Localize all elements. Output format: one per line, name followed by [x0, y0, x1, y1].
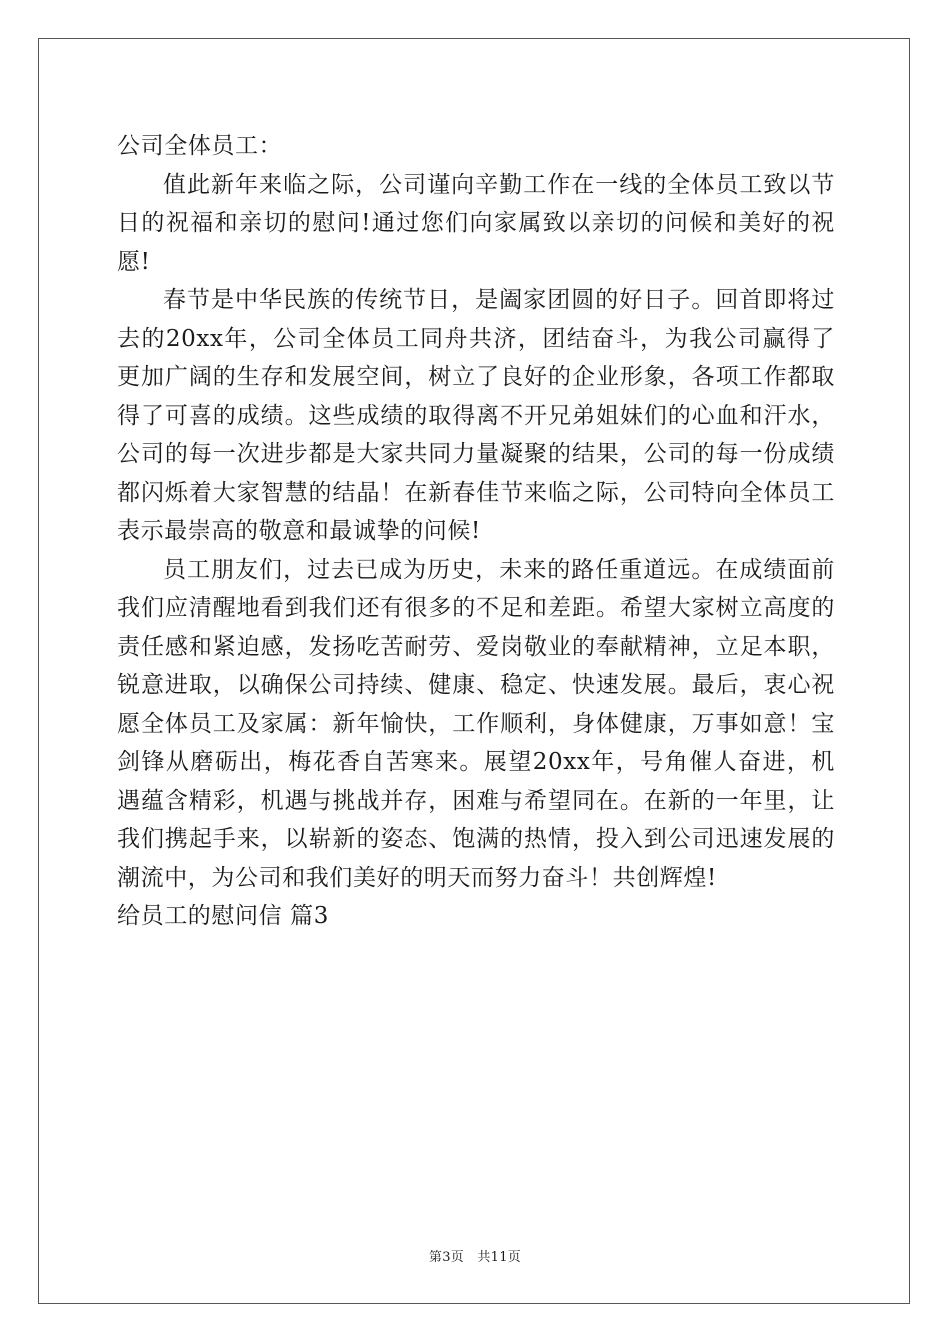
letter-body [117, 127, 835, 936]
page-number: 第3页 共11页 [428, 1250, 522, 1265]
paragraph-review: 春节是中华民族的传统节日，是阖家团圆的好日子。回首即将过去的20xx年，公司全体员工同舟共济，团结奋斗，为我公司赢得了更加广阔的生存和发展空间，树立了良好的企业形象，各项工作都取得了可喜的成绩。这些成绩的取得离不开兄弟姐妹们的心血和汗水，公司的每一次进步都是大家共同力量凝聚的结果，公司的每一份成绩都闪烁着大家智慧的结晶！在新春佳节来临之际，公司特向全体员工表示最崇高的敬意和最诚挚的问候! [117, 287, 835, 544]
paragraph-greeting: 值此新年来临之际，公司谨向辛勤工作在一线的全体员工致以节日的祝福和亲切的慰问!通过您们向家属致以亲切的问候和美好的祝愿! [117, 171, 835, 275]
paragraph-outlook: 员工朋友们，过去已成为历史，未来的路任重道远。在成绩面前我们应清醒地看到我们还有很多的不足和差距。希望大家树立高度的责任感和紧迫感，发扬吃苦耐劳、爱岗敬业的奉献精神，立足本职，锐意进取，以确保公司持续、健康、稳定、快速发展。最后，衷心祝愿全体员工及家属：新年愉快，工作顺利，身体健康，万事如意！宝剑锋从磨砺出，梅花香自苦寒来。展望20xx年，号角催人奋进，机遇蕴含精彩，机遇与挑战并存，困难与希望同在。在新的一年里，让我们携起手来，以崭新的姿态、饱满的热情，投入到公司迅速发展的潮流中，为公司和我们美好的明天而努力奋斗！共创辉煌! [117, 556, 835, 891]
section-heading: 给员工的慰问信 篇3 [117, 903, 329, 929]
page-footer [0, 1246, 950, 1265]
salutation: 公司全体员工： [117, 133, 283, 159]
